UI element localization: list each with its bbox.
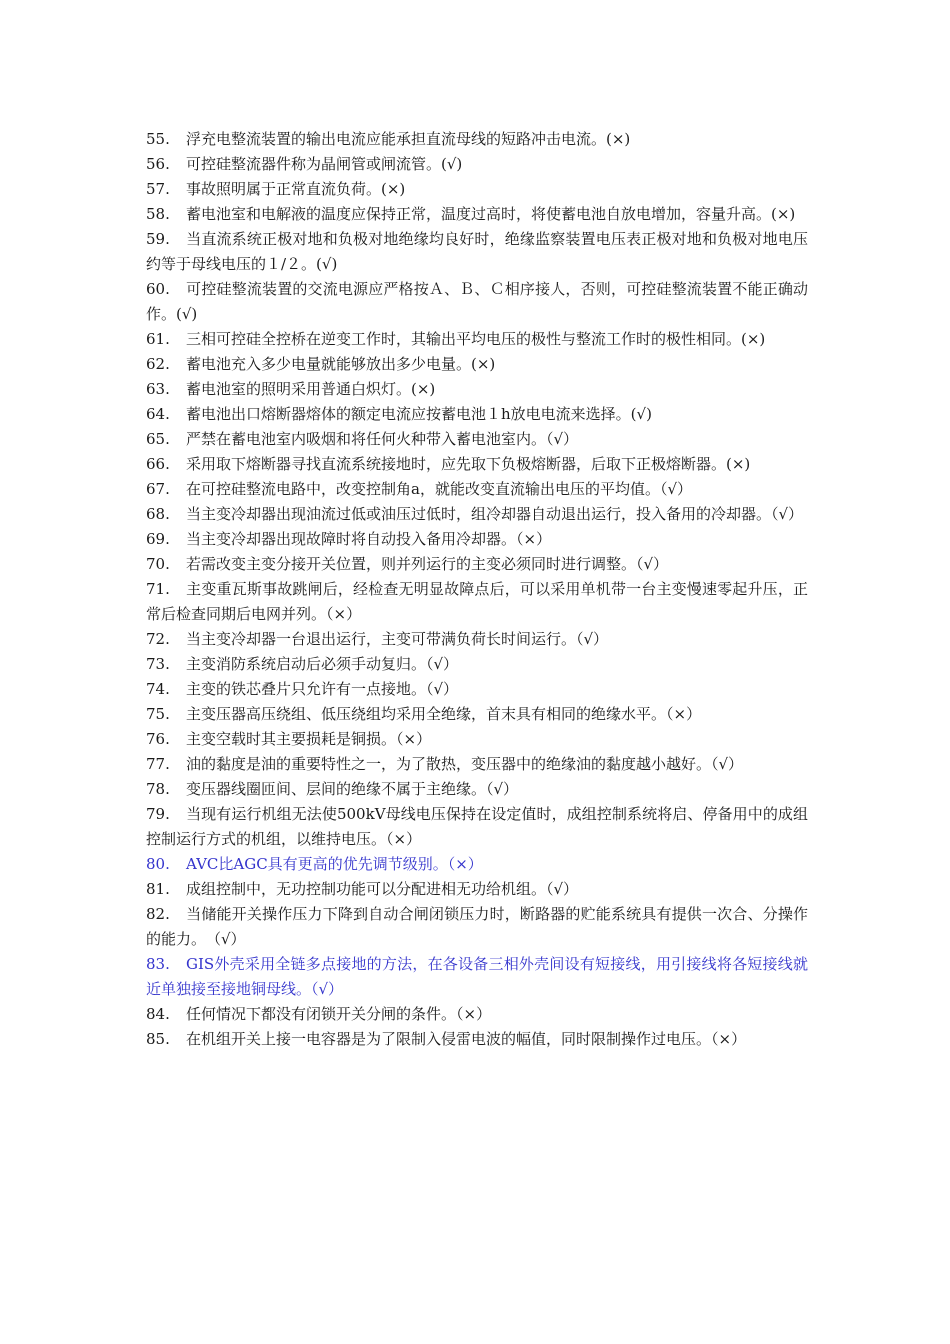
question-number: 65. — [146, 430, 170, 448]
question-number: 85. — [146, 1030, 170, 1048]
question-number: 68. — [146, 505, 170, 523]
question-item — [146, 852, 808, 877]
question-item — [146, 777, 808, 802]
question-item — [146, 952, 808, 1002]
question-number: 81. — [146, 880, 170, 898]
question-text: 当直流系统正极对地和负极对地绝缘均良好时，绝缘监察装置电压表正极对地和负极对地电压约等于母线电压的１/２。(√) — [146, 230, 808, 273]
question-number: 59. — [146, 230, 170, 248]
question-number: 64. — [146, 405, 170, 423]
question-text: 蓄电池充入多少电量就能够放出多少电量。(×) — [186, 355, 496, 373]
question-number: 66. — [146, 455, 170, 473]
question-item — [146, 327, 808, 352]
question-text: 若需改变主变分接开关位置，则并列运行的主变必须同时进行调整。（√） — [186, 555, 669, 573]
question-item — [146, 702, 808, 727]
question-number: 78. — [146, 780, 170, 798]
question-number: 62. — [146, 355, 170, 373]
question-text: 主变重瓦斯事故跳闸后，经检查无明显故障点后，可以采用单机带一台主变慢速零起升压，正常后检查同期后电网并列。（×） — [146, 580, 808, 623]
question-item — [146, 127, 808, 152]
question-text: 采用取下熔断器寻找直流系统接地时，应先取下负极熔断器，后取下正极熔断器。(×) — [186, 455, 751, 473]
question-text: AVC比AGC具有更高的优先调节级别。（×） — [186, 855, 483, 873]
question-text: 主变消防系统启动后必须手动复归。（√） — [186, 655, 459, 673]
question-text: GIS外壳采用全链多点接地的方法，在各设备三相外壳间设有短接线，用引接线将各短接线就近单独接至接地铜母线。（√） — [146, 955, 808, 998]
question-item — [146, 1002, 808, 1027]
question-item — [146, 902, 808, 952]
question-text: 当主变冷却器出现油流过低或油压过低时，组冷却器自动退出运行，投入备用的冷却器。（√） — [186, 505, 804, 523]
question-item — [146, 227, 808, 277]
question-text: 蓄电池室的照明采用普通白炽灯。(×) — [186, 380, 436, 398]
question-number: 70. — [146, 555, 170, 573]
question-number: 75. — [146, 705, 170, 723]
question-item — [146, 652, 808, 677]
question-text: 油的黏度是油的重要特性之一，为了散热，变压器中的绝缘油的黏度越小越好。（√） — [186, 755, 744, 773]
question-item — [146, 552, 808, 577]
question-item — [146, 427, 808, 452]
question-item — [146, 477, 808, 502]
question-text: 当主变冷却器出现故障时将自动投入备用冷却器。（×） — [186, 530, 552, 548]
question-number: 55. — [146, 130, 170, 148]
question-number: 79. — [146, 805, 170, 823]
question-text: 在可控硅整流电路中，改变控制角a，就能改变直流输出电压的平均值。（√） — [186, 480, 693, 498]
question-number: 67. — [146, 480, 170, 498]
question-item — [146, 377, 808, 402]
question-item — [146, 527, 808, 552]
question-number: 80. — [146, 855, 170, 873]
question-text: 可控硅整流器件称为晶闸管或闸流管。(√) — [186, 155, 463, 173]
question-text: 可控硅整流装置的交流电源应严格按Ａ、Ｂ、Ｃ相序接人，否则，可控硅整流装置不能正确动作。(√) — [146, 280, 808, 323]
question-item — [146, 452, 808, 477]
question-item — [146, 877, 808, 902]
question-item — [146, 502, 808, 527]
question-item — [146, 1027, 808, 1052]
question-text: 蓄电池室和电解液的温度应保持正常，温度过高时，将使蓄电池自放电增加，容量升高。(×) — [186, 205, 796, 223]
question-text: 蓄电池出口熔断器熔体的额定电流应按蓄电池１h放电电流来选择。(√) — [186, 405, 652, 423]
question-text: 变压器线圈匝间、层间的绝缘不属于主绝缘。（√） — [186, 780, 519, 798]
question-text: 事故照明属于正常直流负荷。(×) — [186, 180, 406, 198]
question-text: 严禁在蓄电池室内吸烟和将任何火种带入蓄电池室内。（√） — [186, 430, 579, 448]
question-item — [146, 402, 808, 427]
question-number: 74. — [146, 680, 170, 698]
question-number: 83. — [146, 955, 170, 973]
question-number: 72. — [146, 630, 170, 648]
question-text: 主变的铁芯叠片只允许有一点接地。（√） — [186, 680, 459, 698]
question-item — [146, 727, 808, 752]
question-number: 57. — [146, 180, 170, 198]
question-number: 82. — [146, 905, 170, 923]
question-item — [146, 152, 808, 177]
question-item — [146, 677, 808, 702]
question-item — [146, 277, 808, 327]
question-text: 当主变冷却器一台退出运行，主变可带满负荷长时间运行。（√） — [186, 630, 609, 648]
question-text: 主变压器高压绕组、低压绕组均采用全绝缘，首末具有相同的绝缘水平。（×） — [186, 705, 702, 723]
question-text: 任何情况下都没有闭锁开关分闸的条件。（×） — [186, 1005, 492, 1023]
question-number: 76. — [146, 730, 170, 748]
question-number: 63. — [146, 380, 170, 398]
question-text: 当储能开关操作压力下降到自动合闸闭锁压力时，断路器的贮能系统具有提供一次合、分操作的能力。 （√） — [146, 905, 808, 948]
document-page — [146, 127, 808, 1052]
question-item — [146, 177, 808, 202]
question-item — [146, 752, 808, 777]
question-number: 73. — [146, 655, 170, 673]
question-item — [146, 577, 808, 627]
question-number: 69. — [146, 530, 170, 548]
question-item — [146, 352, 808, 377]
question-text: 主变空载时其主要损耗是铜损。（×） — [186, 730, 432, 748]
question-text: 成组控制中，无功控制功能可以分配进相无功给机组。（√） — [186, 880, 579, 898]
question-item — [146, 202, 808, 227]
question-item — [146, 627, 808, 652]
question-number: 61. — [146, 330, 170, 348]
question-item — [146, 802, 808, 852]
question-text: 浮充电整流装置的输出电流应能承担直流母线的短路冲击电流。(×) — [186, 130, 631, 148]
question-number: 58. — [146, 205, 170, 223]
question-number: 56. — [146, 155, 170, 173]
question-number: 60. — [146, 280, 170, 298]
question-number: 77. — [146, 755, 170, 773]
question-number: 71. — [146, 580, 170, 598]
question-number: 84. — [146, 1005, 170, 1023]
question-text: 在机组开关上接一电容器是为了限制入侵雷电波的幅值，同时限制操作过电压。（×） — [186, 1030, 747, 1048]
question-text: 当现有运行机组无法使500kV母线电压保持在设定值时，成组控制系统将启、停备用中的成组控制运行方式的机组，以维持电压。（×） — [146, 805, 808, 848]
question-text: 三相可控硅全控桥在逆变工作时，其输出平均电压的极性与整流工作时的极性相同。(×) — [186, 330, 766, 348]
